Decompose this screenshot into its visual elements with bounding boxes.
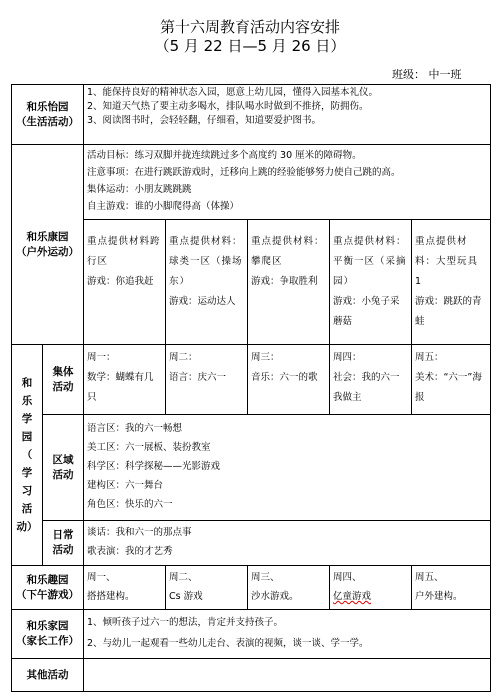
family-content: [84, 610, 491, 659]
outdoor-area: [412, 220, 491, 345]
outdoor-area: [166, 220, 248, 345]
label-line: 日常: [52, 529, 74, 541]
area-game: 游戏：你追我赶: [87, 276, 154, 287]
fun-section-subtitle: （下午游戏）: [16, 588, 79, 601]
fun-section-title: 和乐趣园: [26, 573, 69, 586]
life-section-title: 和乐怡园: [26, 100, 69, 113]
group-activity-day: [248, 345, 330, 415]
section-char: 学: [21, 467, 33, 479]
day-label: 周二：: [169, 352, 198, 363]
life-content: [84, 85, 491, 145]
area-game: 游戏：争取胜利: [251, 276, 318, 287]
fun-day: [330, 566, 412, 610]
other-content: [84, 659, 491, 692]
other-row: [12, 659, 491, 692]
section-char: 园: [21, 431, 33, 443]
day-content: 户外建构。: [415, 591, 463, 602]
daily-item: 谈话：我和六一的那点事: [87, 527, 192, 538]
family-section-subtitle: （家长工作）: [16, 635, 79, 647]
day-content: 语言：庆六一: [169, 372, 227, 383]
label-line: 活动: [52, 468, 74, 481]
outdoor-group: 集体运动：小朋友跳跳跳: [87, 184, 192, 195]
area-game: 游戏：跳跃的青蛙: [415, 296, 482, 327]
area-item: 角色区：快乐的六一: [87, 499, 173, 510]
group-activity-row: [12, 345, 491, 415]
fun-day: [166, 566, 248, 610]
area-activity-label: [43, 415, 84, 521]
outdoor-area: [248, 220, 330, 345]
fun-section-label: [12, 566, 84, 610]
label-line: 区域: [52, 453, 74, 466]
date-range: （5 月 22 日—5 月 26 日）: [154, 37, 346, 55]
day-label: 周三：: [251, 352, 280, 363]
life-section-subtitle: （生活活动）: [16, 115, 79, 128]
daily-activity-row: [12, 521, 491, 566]
day-content: 美术：“六一”海报: [415, 372, 482, 403]
family-section-title: 和乐家园: [26, 620, 69, 632]
family-section-label: [12, 610, 84, 659]
day-label: 周五、: [415, 572, 444, 583]
outdoor-areas-row: [12, 220, 491, 345]
learning-section-label: [12, 345, 43, 566]
outdoor-section-subtitle: （户外运动）: [16, 245, 79, 258]
day-content: 亿童游戏: [333, 591, 372, 602]
day-label: 周一：: [87, 352, 116, 363]
area-material: 重点提供材料跨行区: [87, 236, 161, 267]
other-section-label: 其他活动: [12, 659, 84, 692]
family-item: 1、倾听孩子过六一的想法，肯定并支持孩子。: [87, 617, 284, 628]
group-activity-day: [84, 345, 166, 415]
fun-day: [84, 566, 166, 610]
outdoor-goal: 活动目标：练习双脚并拢连续跳过多个高度约 30 厘米的障碍物。: [87, 150, 362, 161]
group-activity-label: [43, 345, 84, 415]
day-label: 周一、: [87, 572, 116, 583]
section-char: 活: [21, 503, 33, 515]
day-content: Cs 游戏: [169, 591, 203, 602]
area-material: 重点提供材料：大型玩具 1: [415, 236, 479, 287]
day-content: 搭搭建构。: [87, 591, 135, 602]
area-activity-row: [12, 415, 491, 521]
class-label: 班级： 中一班: [392, 68, 462, 81]
life-item: 2、知道天气热了要主动多喝水，排队喝水时做到不推挤，防拥伤。: [87, 101, 369, 112]
outdoor-area: [330, 220, 412, 345]
area-game: 游戏：运动达人: [169, 296, 236, 307]
section-char: （: [21, 449, 33, 461]
outdoor-area: [84, 220, 166, 345]
group-activity-day: [166, 345, 248, 415]
group-activity-day: [412, 345, 491, 415]
area-material: 重点提供材料：平衡一区（采摘园）: [333, 236, 407, 287]
daily-activity-label: [43, 521, 84, 566]
day-content: 社会：我的六一我做主: [333, 372, 400, 403]
area-game: 游戏：小兔子采蘑菇: [333, 296, 400, 327]
life-item: 3、阅读图书时，会轻轻翻，仔细看，知道要爱护图书。: [87, 115, 322, 126]
area-material: 重点提供材料：球类一区（操场东）: [169, 236, 243, 287]
daily-item: 歌表演：我的才艺秀: [87, 546, 173, 557]
section-char: 动）: [16, 521, 38, 533]
family-item: 2、与幼儿一起观看一些幼儿走台、表演的视频，谈一谈、学一学。: [87, 638, 369, 649]
section-char: 学: [21, 413, 33, 425]
outdoor-row: [12, 145, 491, 220]
day-label: 周三、: [251, 572, 280, 583]
page-title: 第十六周教育活动内容安排: [159, 18, 340, 36]
label-line: 活动: [52, 544, 74, 556]
outdoor-content: [84, 145, 491, 220]
area-item: 美工区：六一展板、装扮教室: [87, 442, 211, 453]
area-activity-content: [84, 415, 491, 521]
day-content: 沙水游戏。: [251, 591, 299, 602]
section-char: 和: [21, 377, 33, 389]
fun-day: [412, 566, 491, 610]
label-line: 集体: [52, 365, 74, 378]
group-activity-day: [330, 345, 412, 415]
day-label: 周五：: [415, 352, 444, 363]
schedule-table: [11, 84, 491, 692]
label-line: 活动: [52, 380, 74, 393]
day-content: 音乐：六一的歌: [251, 372, 318, 383]
area-item: 建构区：六一舞台: [87, 480, 164, 491]
life-section-label: [12, 85, 84, 145]
day-label: 周二、: [169, 572, 198, 583]
outdoor-section-title: 和乐康园: [26, 230, 69, 243]
area-material: 重点提供材料：攀爬区: [251, 236, 325, 267]
fun-day: [248, 566, 330, 610]
area-item: 语言区：我的六一畅想: [87, 423, 183, 434]
area-item: 科学区：科学探秘——光影游戏: [87, 461, 221, 472]
life-item: 1、能保持良好的精神状态入园，愿意上幼儿园，懂得入园基本礼仪。: [87, 87, 379, 98]
life-row: [12, 85, 491, 145]
day-label: 周四、: [333, 572, 362, 583]
section-char: 习: [21, 485, 33, 497]
outdoor-free: 自主游戏：谁的小脚爬得高（体操）: [87, 201, 240, 212]
section-char: 乐: [21, 395, 33, 407]
outdoor-notes: 注意事项：在进行跳跃游戏时，迁移向上跳的经验能够努力使自己跳的高。: [87, 167, 401, 178]
outdoor-section-label: [12, 145, 84, 345]
day-label: 周四：: [333, 352, 362, 363]
family-row: [12, 610, 491, 659]
day-content: 数学：蝴蝶有几只: [87, 372, 154, 403]
fun-row: [12, 566, 491, 610]
daily-activity-content: [84, 521, 491, 566]
